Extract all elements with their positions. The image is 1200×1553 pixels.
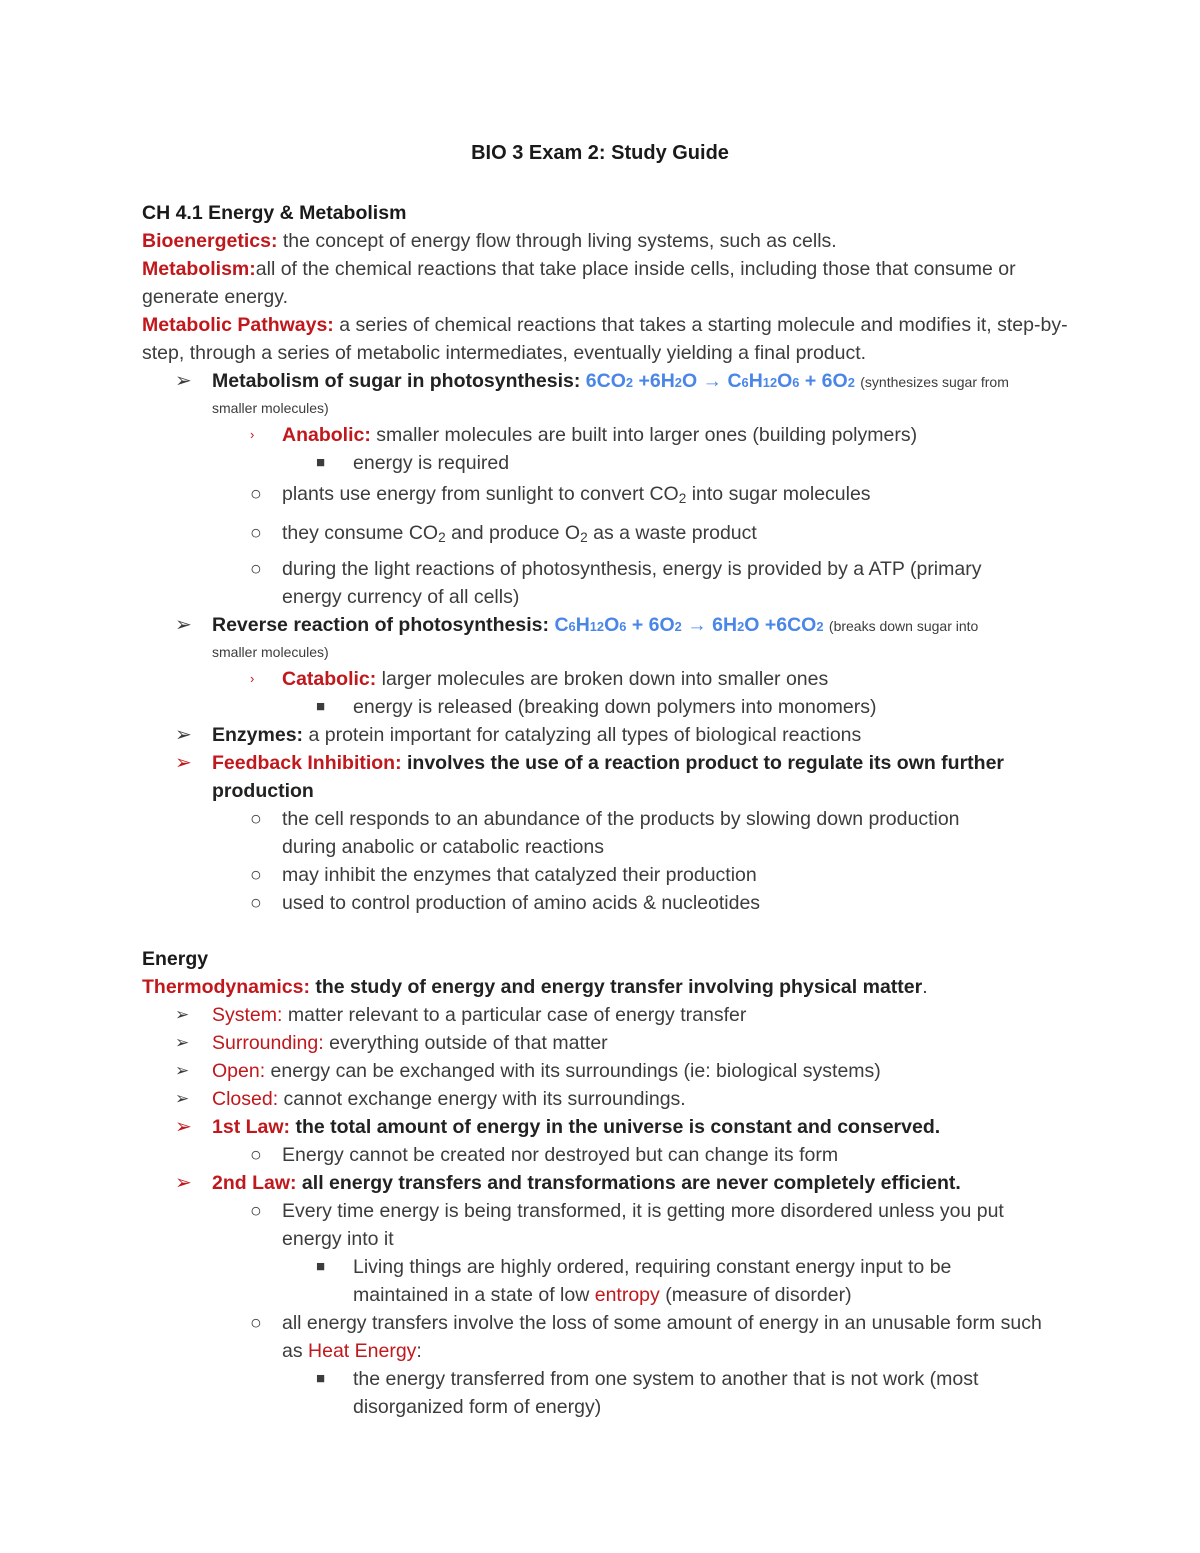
eq-sub: 6 [568, 619, 576, 634]
item-text: larger molecules are broken down into smaller ones [376, 668, 829, 690]
term-surrounding: Surrounding: [212, 1032, 324, 1054]
item-text: into sugar molecules [686, 483, 871, 505]
equation-note: (breaks down sugar into [828, 618, 979, 634]
list-item [142, 449, 1072, 477]
circle-bullet-icon: ○ [250, 522, 262, 544]
item-text: Energy cannot be created nor destroyed but can change its form [282, 1144, 839, 1166]
list-item [142, 1001, 1072, 1029]
item-text: the energy transferred from one system to another that is not work (most disorganized form of energy) [353, 1368, 979, 1418]
definition-metabolic-pathways [142, 311, 1072, 367]
square-bullet-icon: ■ [316, 1258, 326, 1275]
list-item [142, 1029, 1072, 1057]
item-text: all energy transfers and transformations are never completely efficient. [296, 1172, 961, 1194]
arrow-bullet-icon: ➢ [175, 614, 192, 636]
definition-thermodynamics [142, 973, 1072, 1001]
page-title: BIO 3 Exam 2: Study Guide [471, 142, 729, 164]
circle-bullet-icon: ○ [250, 558, 262, 580]
equation-note-continued: smaller molecules) [212, 644, 329, 660]
eq-part: + 6O [799, 370, 848, 392]
list-item [142, 1169, 1072, 1197]
list-item [142, 1113, 1072, 1141]
item-text: energy is released (breaking down polymers into monomers) [353, 696, 877, 718]
definition-bioenergetics [142, 227, 1072, 255]
eq-part: → 6H [681, 614, 738, 636]
arrow-bullet-icon: ➢ [175, 1005, 190, 1024]
item-label: Reverse reaction of photosynthesis: [212, 614, 550, 636]
square-bullet-icon: ■ [316, 1370, 326, 1387]
arrow-bullet-icon: ➢ [175, 752, 192, 774]
item-text: matter relevant to a particular case of energy transfer [282, 1004, 747, 1026]
eq-part: +6H [633, 370, 675, 392]
item-text: (measure of disorder) [659, 1284, 852, 1306]
item-text: everything outside of that matter [323, 1032, 608, 1054]
list-item [142, 477, 1072, 516]
list-item [142, 367, 1072, 397]
item-text: used to control production of amino acids & nucleotides [282, 892, 761, 914]
definition-metabolism [142, 255, 1072, 311]
definition-text: the study of energy and energy transfer involving physical matter [309, 976, 923, 998]
list-item [142, 805, 1072, 861]
eq-part: C [554, 614, 569, 636]
eq-part: O [604, 614, 620, 636]
list-item [142, 665, 1072, 693]
arrow-bullet-icon: ➢ [175, 1061, 190, 1080]
section-heading-energy: Energy [142, 948, 209, 970]
eq-sub: 6 [619, 619, 627, 634]
list-item [142, 1141, 1072, 1169]
circle-bullet-icon: ○ [250, 1200, 262, 1222]
item-text: the cell responds to an abundance of the products by slowing down production during anabolic or catabolic reactions [282, 808, 960, 858]
eq-sub: 2 [625, 375, 634, 390]
list-item [142, 421, 1072, 449]
circle-bullet-icon: ○ [250, 892, 262, 914]
term-enzymes: Enzymes: [212, 724, 304, 746]
item-text: : [416, 1340, 422, 1362]
eq-part: H [575, 614, 590, 636]
list-item [142, 1085, 1072, 1113]
definition-text: a series of chemical reactions that takes a starting molecule and modifies it, step-by-step, through a series of metabolic intermediates, eventually yielding a final product. [142, 314, 1068, 364]
eq-sub: 12 [589, 619, 605, 634]
eq-sub: 6 [792, 375, 800, 390]
eq-sub: 2 [674, 375, 682, 390]
section-heading-metabolism: CH 4.1 Energy & Metabolism [142, 202, 407, 224]
item-text: Living things are highly ordered, requiring constant energy input to be maintained in a state of low [353, 1256, 952, 1306]
list-item [142, 1309, 1072, 1365]
term-feedback-inhibition: Feedback Inhibition: [212, 752, 402, 774]
list-item [142, 693, 1072, 721]
circle-bullet-icon: ○ [250, 1144, 262, 1166]
term-metabolism: Metabolism: [142, 258, 256, 280]
eq-sub: 2 [674, 619, 682, 634]
item-text: smaller molecules are built into larger ones (building polymers) [370, 424, 918, 446]
list-item [142, 749, 1072, 805]
list-item [142, 1253, 1072, 1309]
term-first-law: 1st Law: [212, 1116, 291, 1138]
list-item [142, 611, 1072, 641]
term-system: System: [212, 1004, 283, 1026]
item-text: a protein important for catalyzing all types of biological reactions [303, 724, 862, 746]
circle-bullet-icon: ○ [250, 808, 262, 830]
term-catabolic: Catabolic: [282, 668, 377, 690]
term-metabolic-pathways: Metabolic Pathways: [142, 314, 334, 336]
definition-text: the concept of energy flow through living systems, such as cells. [277, 230, 837, 252]
item-text: and produce O [445, 522, 581, 544]
item-label: Metabolism of sugar in photosynthesis: [212, 370, 581, 392]
arrow-bullet-icon: ➢ [175, 1033, 190, 1052]
item-text: Every time energy is being transformed, it is getting more disordered unless you put energy into it [282, 1200, 1004, 1250]
list-item [142, 889, 1072, 917]
term-anabolic: Anabolic: [282, 424, 371, 446]
eq-part: O +6CO [744, 614, 817, 636]
item-text: cannot exchange energy with its surroundings. [278, 1088, 686, 1110]
term-bioenergetics: Bioenergetics: [142, 230, 278, 252]
document-body [142, 199, 1072, 1421]
subscript: 2 [438, 530, 446, 545]
eq-part: O → C [681, 370, 742, 392]
small-arrow-icon: › [250, 671, 255, 686]
subscript: 2 [580, 530, 588, 545]
arrow-bullet-icon: ➢ [175, 370, 192, 392]
list-item [142, 721, 1072, 749]
item-text: energy is required [353, 452, 510, 474]
circle-bullet-icon: ○ [250, 1312, 262, 1334]
circle-bullet-icon: ○ [250, 483, 262, 505]
circle-bullet-icon: ○ [250, 864, 262, 886]
item-text: as a waste product [587, 522, 757, 544]
term-entropy: entropy [594, 1284, 660, 1306]
list-item [142, 1197, 1072, 1253]
item-text: they consume CO [282, 522, 439, 544]
item-text: involves the use of a reaction product to regulate its own further production [212, 752, 1005, 802]
eq-part: O [777, 370, 793, 392]
list-item [142, 555, 1072, 611]
eq-part: H [748, 370, 763, 392]
definition-text: all of the chemical reactions that take place inside cells, including those that consume or generate energy. [142, 258, 1016, 308]
list-item [142, 516, 1072, 555]
term-thermodynamics: Thermodynamics: [142, 976, 310, 998]
eq-part: 6CO [585, 370, 626, 392]
list-item [142, 1365, 1072, 1421]
eq-sub: 12 [762, 375, 778, 390]
arrow-bullet-icon: ➢ [175, 1089, 190, 1108]
eq-sub: 2 [816, 619, 824, 634]
square-bullet-icon: ■ [316, 698, 326, 715]
arrow-bullet-icon: ➢ [175, 1172, 192, 1194]
item-text: during the light reactions of photosynthesis, energy is provided by a ATP (primary energy currency of all cells) [282, 558, 982, 608]
item-text: the total amount of energy in the universe is constant and conserved. [290, 1116, 941, 1138]
term-open: Open: [212, 1060, 266, 1082]
subscript: 2 [678, 491, 687, 506]
equation-note-continued: smaller molecules) [212, 400, 329, 416]
item-text: all energy transfers involve the loss of some amount of energy in an unusable form such as [282, 1312, 1042, 1362]
small-arrow-icon: › [250, 427, 255, 442]
arrow-bullet-icon: ➢ [175, 1116, 192, 1138]
term-heat-energy: Heat Energy [308, 1340, 417, 1362]
definition-text: . [922, 976, 928, 998]
equation-note: (synthesizes sugar from [860, 374, 1009, 390]
item-text: may inhibit the enzymes that catalyzed their production [282, 864, 757, 886]
arrow-bullet-icon: ➢ [175, 724, 192, 746]
reverse-equation [554, 614, 823, 636]
eq-sub: 2 [737, 619, 745, 634]
photosynthesis-equation [586, 370, 855, 392]
item-text: energy can be exchanged with its surroundings (ie: biological systems) [265, 1060, 881, 1082]
list-item [142, 1057, 1072, 1085]
eq-sub: 2 [847, 375, 855, 390]
term-closed: Closed: [212, 1088, 279, 1110]
list-item [142, 861, 1072, 889]
eq-sub: 6 [741, 375, 749, 390]
term-second-law: 2nd Law: [212, 1172, 297, 1194]
item-text: plants use energy from sunlight to convert CO [282, 483, 679, 505]
eq-part: + 6O [626, 614, 675, 636]
spacer [142, 917, 1072, 945]
square-bullet-icon: ■ [316, 454, 326, 471]
